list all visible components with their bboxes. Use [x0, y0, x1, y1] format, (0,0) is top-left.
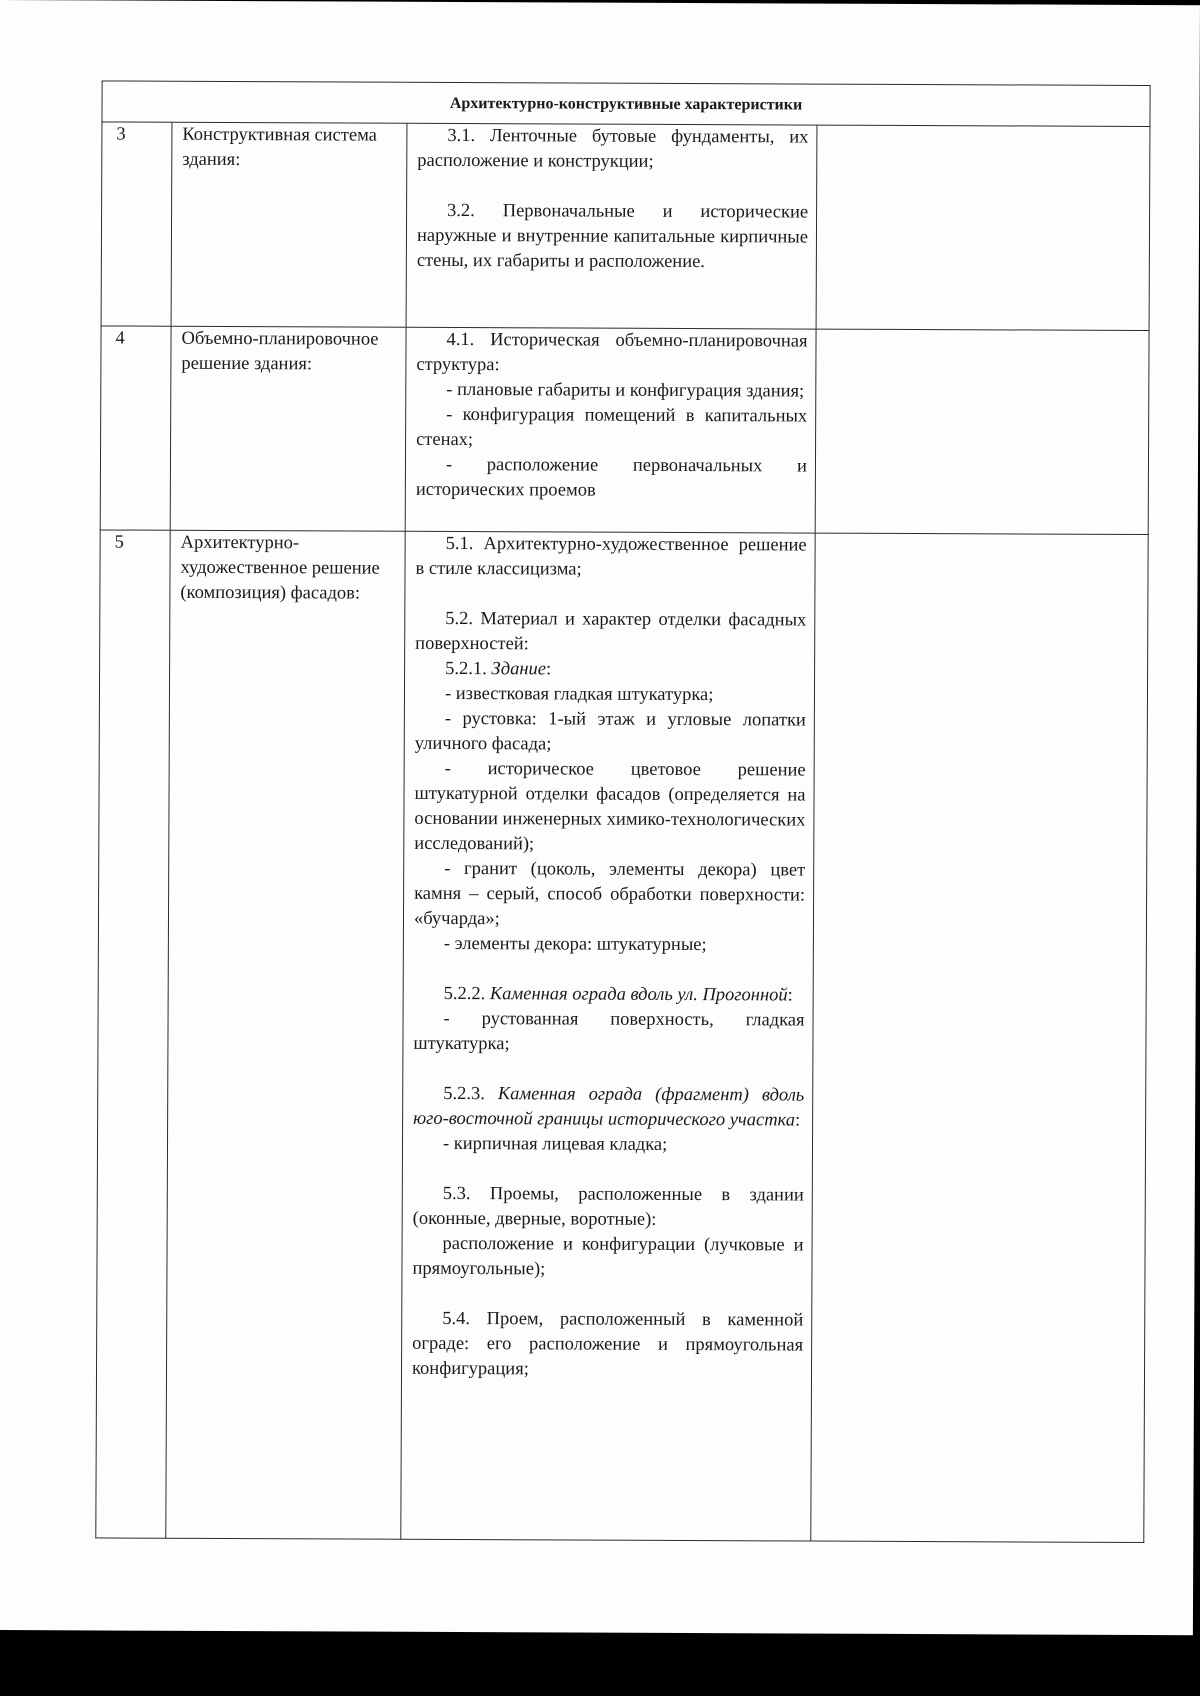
- characteristics-table: [95, 80, 1150, 1543]
- empty-cell: [811, 533, 1148, 1542]
- row-content: [401, 531, 815, 1541]
- paragraph: - рустовка: 1-ый этаж и угловые лопатки уличного фасада;: [414, 708, 806, 755]
- table-row: [100, 326, 1149, 535]
- row-content: [406, 123, 817, 329]
- paragraph: 4.1. Историческая объемно-планировочная структура:: [416, 329, 808, 376]
- subheading: 5.2.3. Каменная ограда (фрагмент) вдоль юго-восточной границы исторического участка:: [413, 1083, 805, 1131]
- paragraph: 3.2. Первоначальные и исторические наружные и внутренние капитальные кирпичные стены, их габариты и расположение.: [416, 200, 809, 273]
- paragraph: расположение и конфигурации (лучковые и прямоугольные);: [412, 1233, 804, 1280]
- paragraph: - расположение первоначальных и исторических проемов: [415, 454, 808, 501]
- row-number: 3: [101, 122, 172, 326]
- paragraph: - историческое цветовое решение штукатурной отделки фасадов (определяется на основании инженерных химико-технологических исследований);: [414, 758, 806, 855]
- table-row: [101, 122, 1150, 331]
- subheading: 5.2.2. Каменная ограда вдоль ул. Прогонной:: [443, 983, 793, 1006]
- paragraph: 5.3. Проемы, расположенные в здании (оконные, дверные, воротные):: [412, 1183, 804, 1230]
- paragraph: 5.4. Проем, расположенный в каменной ограде: его расположение и прямоугольная конфигурация;: [411, 1308, 804, 1380]
- paragraph: - плановые габариты и конфигурация здания;: [446, 379, 805, 402]
- section-header: Архитектурно-конструктивные характеристики: [102, 81, 1150, 127]
- row-title: Конструктивная система здания:: [171, 122, 407, 327]
- row-content: [405, 327, 816, 533]
- row-number: 4: [100, 326, 171, 530]
- empty-cell: [815, 329, 1149, 534]
- paragraph: - элементы декора: штукатурные;: [443, 933, 707, 956]
- paragraph: - гранит (цоколь, элементы декора) цвет камня – серый, способ обработки поверхности: «бучарда»;: [413, 858, 806, 930]
- paragraph: 5.1. Архитектурно-художественное решение в стиле классицизма;: [415, 533, 807, 580]
- empty-cell: [816, 125, 1150, 330]
- row-number: 5: [96, 530, 170, 1538]
- row-title: Объемно-планировочное решение здания:: [170, 326, 406, 531]
- table-header-row: [102, 81, 1150, 127]
- subheading: 5.2.1. Здание:: [445, 658, 552, 680]
- row-title: Архитектурно-художественное решение (композиция) фасадов:: [166, 530, 405, 1539]
- paragraph: 3.1. Ленточные бутовые фундаменты, их расположение и конструкции;: [417, 125, 809, 172]
- table-row: [96, 530, 1148, 1543]
- paragraph: - конфигурация помещений в капитальных стенах;: [416, 404, 808, 451]
- paragraph: - известковая гладкая штукатурка;: [444, 683, 714, 706]
- paragraph: - рустованная поверхность, гладкая штукатурка;: [413, 1008, 805, 1055]
- paragraph: 5.2. Материал и характер отделки фасадных поверхностей:: [415, 608, 807, 655]
- paragraph: - кирпичная лицевая кладка;: [442, 1133, 668, 1155]
